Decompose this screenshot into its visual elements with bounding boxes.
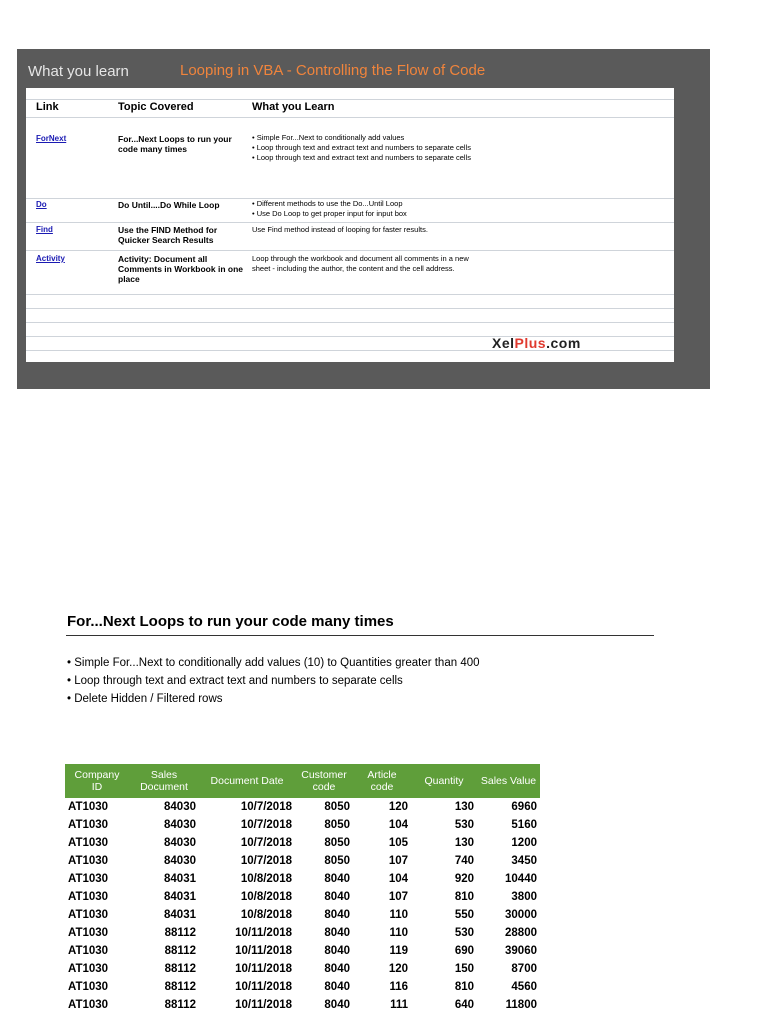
header-link: Link bbox=[36, 101, 59, 113]
table-cell: 84030 bbox=[164, 819, 196, 831]
topic-activity: Activity: Document all Comments in Workbook in one place bbox=[118, 254, 243, 284]
table-cell: 810 bbox=[454, 981, 474, 993]
section-bullets bbox=[67, 654, 480, 708]
column-header: Quantity bbox=[411, 764, 477, 798]
table-cell: 107 bbox=[388, 855, 408, 867]
table-row bbox=[65, 924, 540, 942]
table-cell: AT1030 bbox=[68, 981, 109, 993]
link-find[interactable]: Find bbox=[36, 225, 53, 234]
table-cell: 8040 bbox=[324, 909, 350, 921]
table-cell: 84030 bbox=[164, 855, 196, 867]
section-title: For...Next Loops to run your code many times bbox=[67, 613, 394, 630]
table-cell: 8040 bbox=[324, 963, 350, 975]
table-body bbox=[65, 798, 540, 1014]
column-header: Company ID bbox=[65, 764, 129, 798]
table-cell: 8040 bbox=[324, 945, 350, 957]
section-divider bbox=[66, 635, 654, 636]
table-cell: AT1030 bbox=[68, 927, 109, 939]
table-cell: 28800 bbox=[505, 927, 537, 939]
table-cell: 11800 bbox=[505, 999, 537, 1011]
table-cell: 30000 bbox=[505, 909, 537, 921]
table-cell: 84031 bbox=[164, 873, 196, 885]
table-cell: 4560 bbox=[511, 981, 537, 993]
topics-table bbox=[26, 88, 674, 362]
table-cell: 116 bbox=[389, 981, 408, 993]
table-cell: 3450 bbox=[511, 855, 537, 867]
learn-do bbox=[252, 199, 482, 219]
table-cell: 88112 bbox=[164, 963, 196, 975]
bullet-item: • Delete Hidden / Filtered rows bbox=[67, 693, 223, 705]
table-cell: 8040 bbox=[324, 873, 350, 885]
table-cell: AT1030 bbox=[68, 873, 109, 885]
table-row bbox=[65, 906, 540, 924]
column-header: Customer code bbox=[295, 764, 353, 798]
table-row bbox=[65, 888, 540, 906]
table-cell: 104 bbox=[388, 873, 408, 885]
table-cell: 150 bbox=[454, 963, 474, 975]
banner-title: What you learn bbox=[28, 63, 129, 80]
table-cell: 107 bbox=[388, 891, 408, 903]
table-cell: 10/11/2018 bbox=[235, 927, 292, 939]
table-cell: 130 bbox=[454, 801, 474, 813]
table-cell: AT1030 bbox=[68, 801, 109, 813]
column-header: Article code bbox=[353, 764, 411, 798]
table-cell: 84030 bbox=[164, 837, 196, 849]
learn-fornext-line: • Loop through text and extract text and numbers to separate cells bbox=[252, 153, 472, 162]
table-cell: 88112 bbox=[164, 945, 196, 957]
table-cell: 10440 bbox=[505, 873, 537, 885]
table-cell: 10/7/2018 bbox=[240, 801, 292, 813]
sales-table bbox=[65, 764, 540, 1014]
table-cell: 5160 bbox=[511, 819, 537, 831]
link-fornext[interactable]: ForNext bbox=[36, 134, 67, 143]
table-cell: 110 bbox=[389, 909, 408, 921]
table-cell: AT1030 bbox=[68, 945, 109, 957]
table-cell: 110 bbox=[389, 927, 408, 939]
table-cell: 104 bbox=[388, 819, 408, 831]
table-row bbox=[65, 942, 540, 960]
table-cell: 8700 bbox=[511, 963, 537, 975]
column-header: Sales Document bbox=[129, 764, 199, 798]
table-cell: 8050 bbox=[324, 837, 350, 849]
table-cell: AT1030 bbox=[68, 891, 109, 903]
table-cell: AT1030 bbox=[68, 855, 109, 867]
table-cell: 10/7/2018 bbox=[240, 837, 292, 849]
table-row bbox=[65, 960, 540, 978]
table-header-row bbox=[65, 764, 540, 798]
table-cell: AT1030 bbox=[68, 909, 109, 921]
table-cell: 740 bbox=[454, 855, 474, 867]
table-cell: 6960 bbox=[511, 801, 537, 813]
table-cell: AT1030 bbox=[68, 999, 109, 1011]
column-header: Sales Value bbox=[477, 764, 540, 798]
table-cell: 530 bbox=[454, 927, 474, 939]
table-row bbox=[65, 870, 540, 888]
table-cell: 10/8/2018 bbox=[240, 891, 292, 903]
table-cell: 8040 bbox=[324, 891, 350, 903]
learn-fornext-line: • Loop through text and extract text and numbers to separate cells bbox=[252, 143, 472, 152]
table-cell: 3800 bbox=[511, 891, 537, 903]
table-cell: 111 bbox=[390, 999, 408, 1011]
table-cell: 690 bbox=[454, 945, 474, 957]
bullet-item: • Simple For...Next to conditionally add values (10) to Quantities greater than 400 bbox=[67, 657, 480, 669]
table-cell: 10/11/2018 bbox=[235, 945, 292, 957]
table-cell: AT1030 bbox=[68, 837, 109, 849]
table-row bbox=[65, 852, 540, 870]
table-cell: 88112 bbox=[164, 927, 196, 939]
table-cell: 119 bbox=[389, 945, 408, 957]
link-activity[interactable]: Activity bbox=[36, 254, 65, 263]
link-do[interactable]: Do bbox=[36, 200, 47, 209]
table-cell: 8050 bbox=[324, 819, 350, 831]
table-cell: 8050 bbox=[324, 801, 350, 813]
table-cell: AT1030 bbox=[68, 963, 109, 975]
table-cell: AT1030 bbox=[68, 819, 109, 831]
table-cell: 39060 bbox=[505, 945, 537, 957]
table-cell: 550 bbox=[454, 909, 474, 921]
summary-banner bbox=[17, 49, 710, 389]
table-cell: 84030 bbox=[164, 801, 196, 813]
table-cell: 88112 bbox=[164, 999, 196, 1011]
table-cell: 10/11/2018 bbox=[235, 999, 292, 1011]
bullet-item: • Loop through text and extract text and numbers to separate cells bbox=[67, 675, 403, 687]
learn-do-line: • Use Do Loop to get proper input for input box bbox=[252, 209, 407, 218]
header-topic: Topic Covered bbox=[118, 101, 194, 113]
topic-fornext: For...Next Loops to run your code many times bbox=[118, 134, 232, 154]
table-cell: 8040 bbox=[324, 999, 350, 1011]
learn-activity: Loop through the workbook and document all comments in a new sheet - including the author, the content and the cell address. bbox=[252, 254, 469, 273]
table-row bbox=[65, 816, 540, 834]
header-learn: What you Learn bbox=[252, 101, 335, 113]
table-row bbox=[65, 978, 540, 996]
table-cell: 640 bbox=[454, 999, 474, 1011]
table-cell: 10/7/2018 bbox=[240, 855, 292, 867]
table-cell: 84031 bbox=[164, 909, 196, 921]
table-cell: 810 bbox=[454, 891, 474, 903]
table-row bbox=[65, 798, 540, 816]
column-header: Document Date bbox=[199, 764, 295, 798]
table-cell: 8040 bbox=[324, 981, 350, 993]
table-cell: 10/8/2018 bbox=[240, 909, 292, 921]
table-cell: 10/11/2018 bbox=[235, 963, 292, 975]
learn-fornext bbox=[252, 133, 482, 163]
table-cell: 120 bbox=[388, 963, 408, 975]
table-cell: 10/7/2018 bbox=[240, 819, 292, 831]
learn-find: Use Find method instead of looping for faster results. bbox=[252, 225, 428, 234]
xelplus-logo: XelPlus.com bbox=[492, 335, 581, 351]
table-cell: 8040 bbox=[324, 927, 350, 939]
table-cell: 120 bbox=[388, 801, 408, 813]
table-cell: 10/8/2018 bbox=[240, 873, 292, 885]
table-cell: 10/11/2018 bbox=[235, 981, 292, 993]
topic-do: Do Until....Do While Loop bbox=[118, 200, 220, 210]
table-row bbox=[65, 996, 540, 1014]
learn-fornext-line: • Simple For...Next to conditionally add values bbox=[252, 133, 405, 142]
learn-do-line: • Different methods to use the Do...Until Loop bbox=[252, 199, 403, 208]
table-cell: 130 bbox=[454, 837, 474, 849]
table-cell: 105 bbox=[388, 837, 408, 849]
topic-find: Use the FIND Method for Quicker Search Results bbox=[118, 225, 218, 245]
table-row bbox=[65, 834, 540, 852]
table-cell: 530 bbox=[454, 819, 474, 831]
table-cell: 8050 bbox=[324, 855, 350, 867]
table-cell: 88112 bbox=[164, 981, 196, 993]
table-cell: 84031 bbox=[164, 891, 196, 903]
banner-subtitle: Looping in VBA - Controlling the Flow of Code bbox=[180, 62, 486, 79]
table-cell: 920 bbox=[454, 873, 474, 885]
table-cell: 1200 bbox=[511, 837, 537, 849]
